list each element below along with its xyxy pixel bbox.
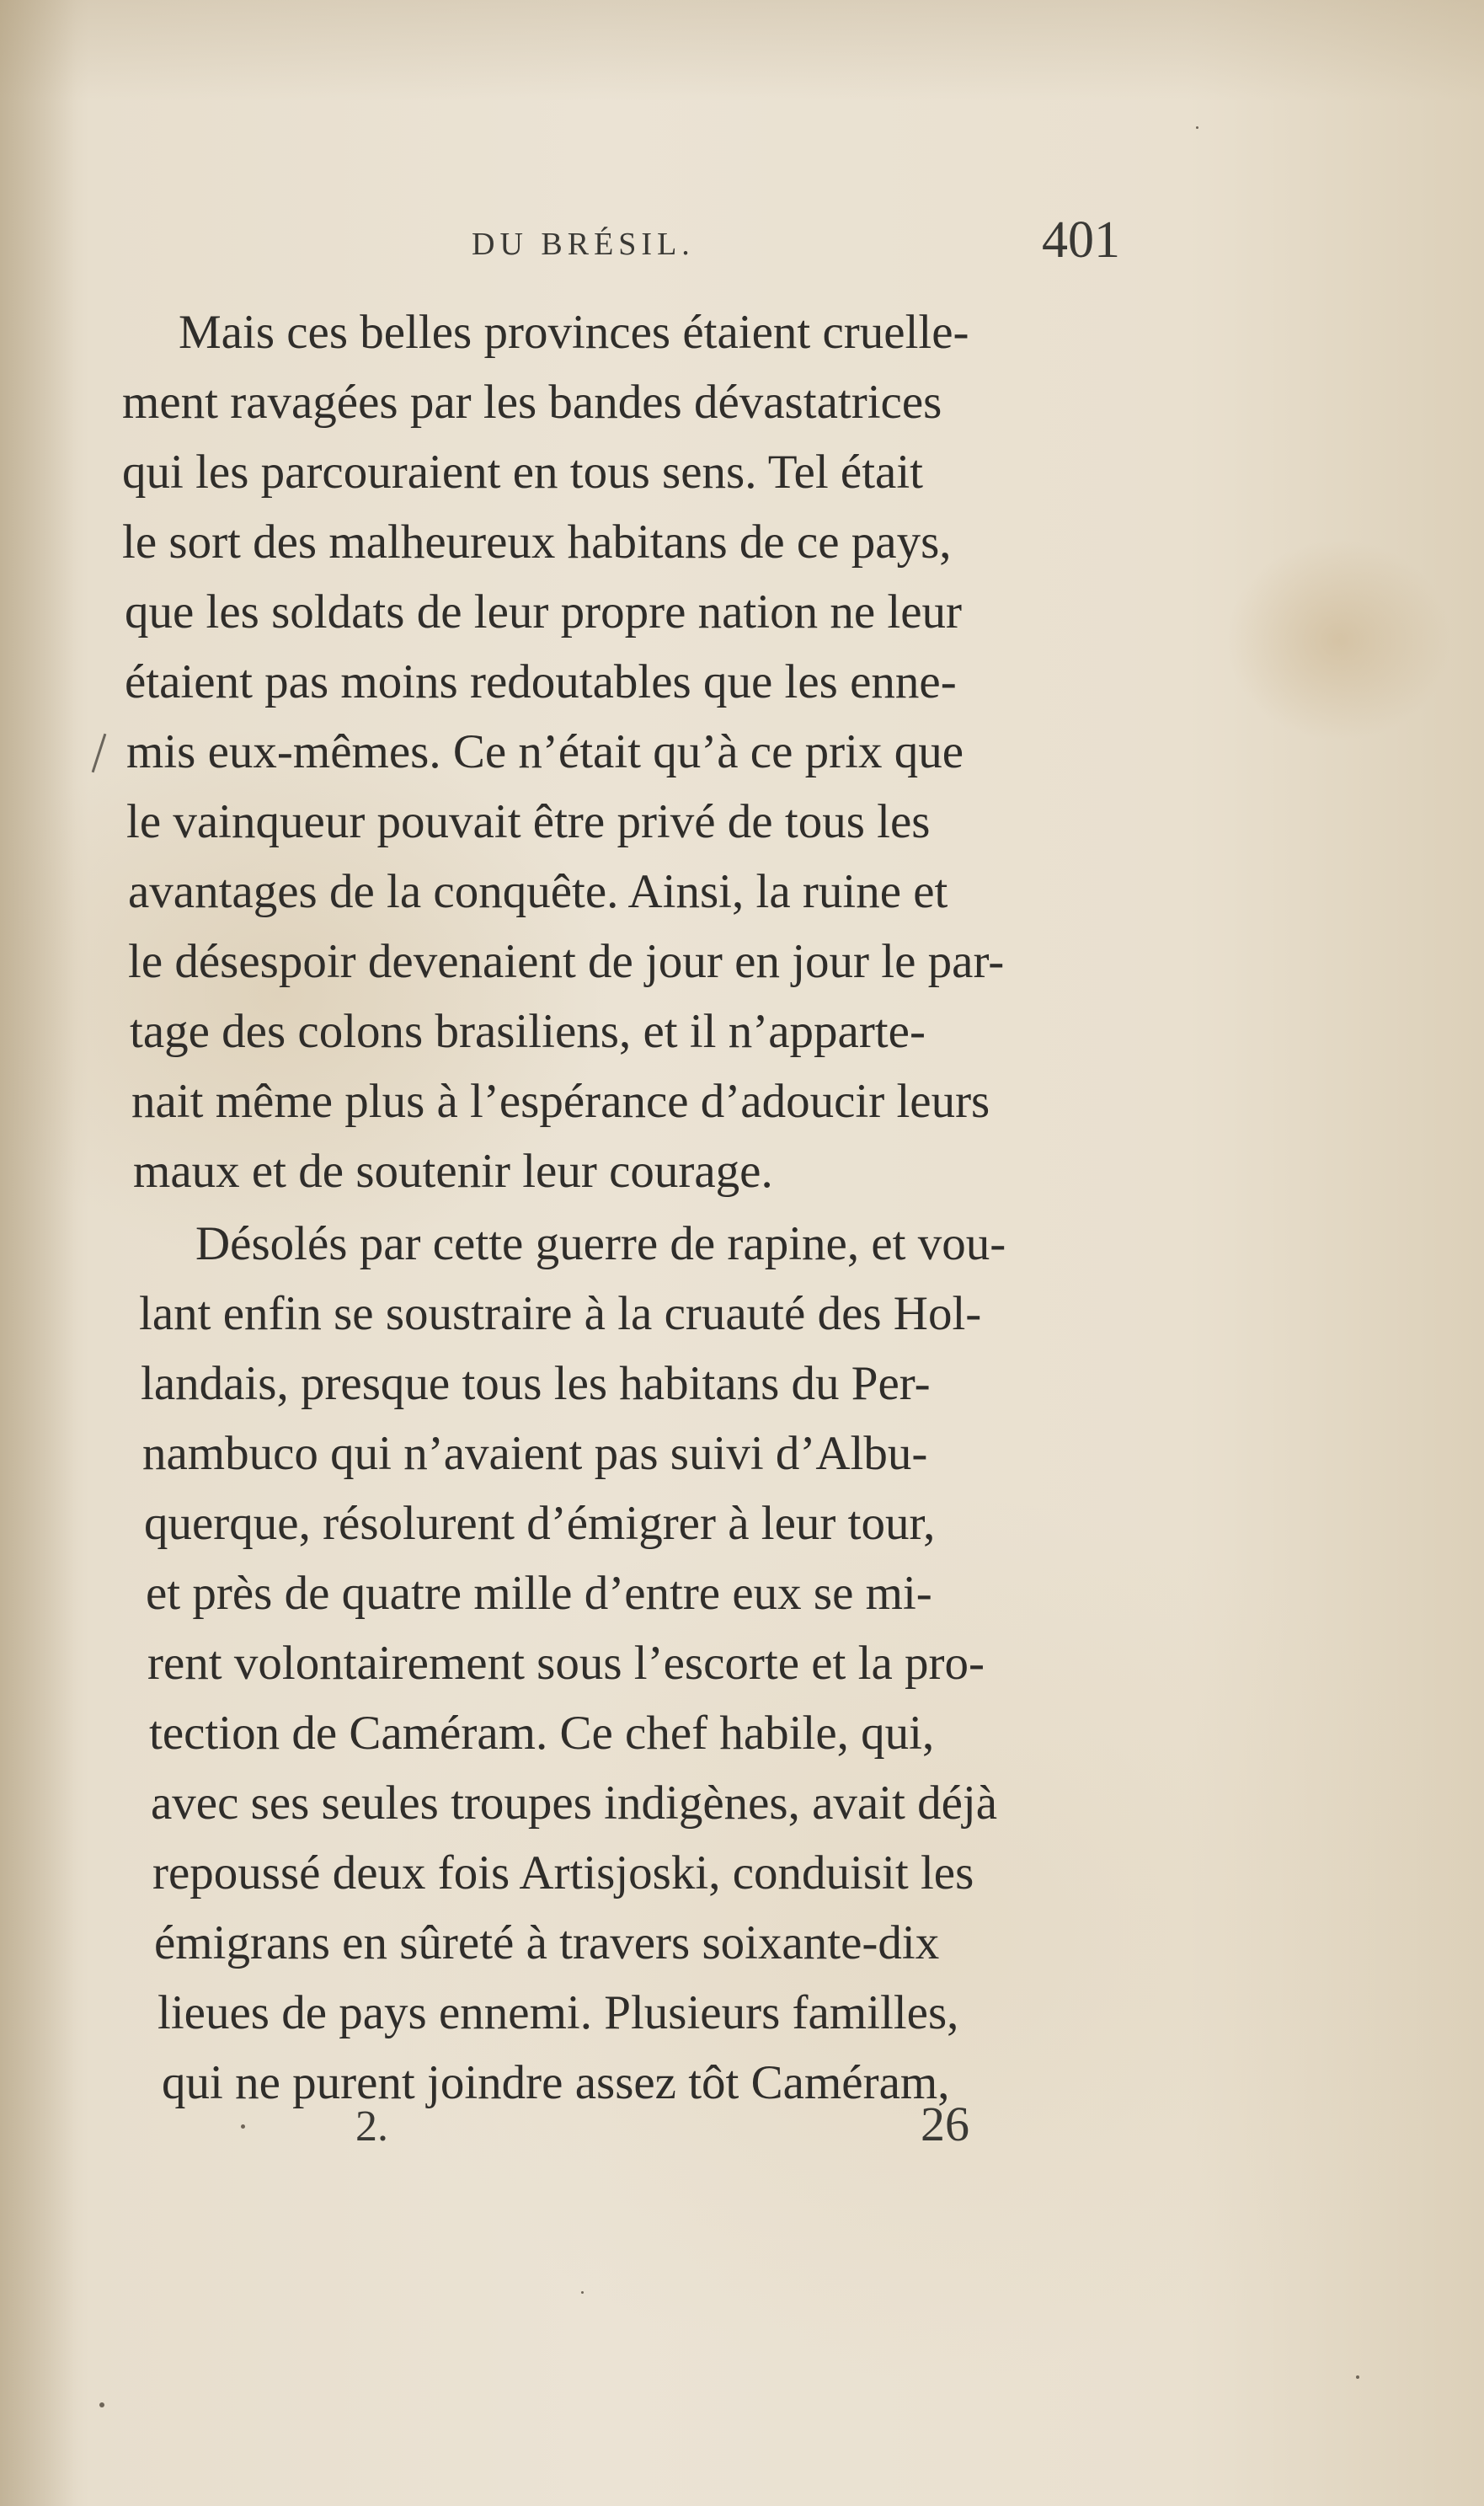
text-line: le sort des malheureux habitans de ce pays, [122, 516, 952, 569]
signature-mark: 2. [355, 2103, 388, 2151]
paper-speck [581, 2291, 584, 2294]
page-edge-shadow [0, 0, 76, 2506]
text-line: tage des colons brasiliens, et il n’apparte- [130, 1005, 926, 1058]
text-line: landais, presque tous les habitans du Per- [141, 1357, 931, 1410]
text-line: qui ne purent joindre assez tôt Caméram, [162, 2056, 950, 2109]
margin-mark [92, 734, 107, 773]
text-line: nambuco qui n’avaient pas suivi d’Albu- [142, 1427, 928, 1480]
text-line: Désolés par cette guerre de rapine, et vou- [195, 1217, 1006, 1270]
text-line: tection de Caméram. Ce chef habile, qui, [149, 1707, 935, 1760]
sheet-number: 26 [921, 2097, 969, 2151]
text-line: le vainqueur pouvait être privé de tous les [126, 795, 931, 848]
text-line: que les soldats de leur propre nation ne leur [125, 585, 963, 639]
page-top-shadow [0, 0, 1484, 101]
text-line: et près de quatre mille d’entre eux se mi- [146, 1567, 932, 1620]
running-title: DU BRÉSIL. [472, 227, 695, 262]
text-line: avantages de la conquête. Ainsi, la ruine et [128, 865, 948, 918]
text-line: étaient pas moins redoutables que les enne- [125, 655, 957, 708]
text-line: avec ses seules troupes indigènes, avait déjà [151, 1777, 998, 1830]
text-line: Mais ces belles provinces étaient cruelle- [179, 306, 969, 359]
paper-speck [99, 2402, 104, 2407]
page-number: 401 [1042, 211, 1120, 269]
text-line: repoussé deux fois Artisjoski, conduisit les [152, 1846, 974, 1900]
text-line: lant enfin se soustraire à la cruauté des Hol- [139, 1287, 982, 1340]
text-line: émigrans en sûreté à travers soixante-dix [154, 1916, 940, 1969]
text-line: querque, résolurent d’émigrer à leur tour, [144, 1497, 936, 1550]
paper-speck [1356, 2375, 1359, 2379]
text-line: ment ravagées par les bandes dévastatrices [122, 376, 942, 429]
text-line: rent volontairement sous l’escorte et la pro- [147, 1637, 985, 1690]
text-line: nait même plus à l’espérance d’adoucir leurs [131, 1075, 990, 1128]
paper-speck [241, 2124, 245, 2129]
text-line: mis eux-mêmes. Ce n’était qu’à ce prix que [126, 725, 964, 778]
text-line: qui les parcouraient en tous sens. Tel était [122, 446, 924, 499]
paper-speck [1196, 126, 1198, 129]
text-line: lieues de pays ennemi. Plusieurs familles, [157, 1986, 959, 2039]
text-line: maux et de soutenir leur courage. [133, 1145, 773, 1198]
text-line: le désespoir devenaient de jour en jour le par- [128, 935, 1005, 988]
